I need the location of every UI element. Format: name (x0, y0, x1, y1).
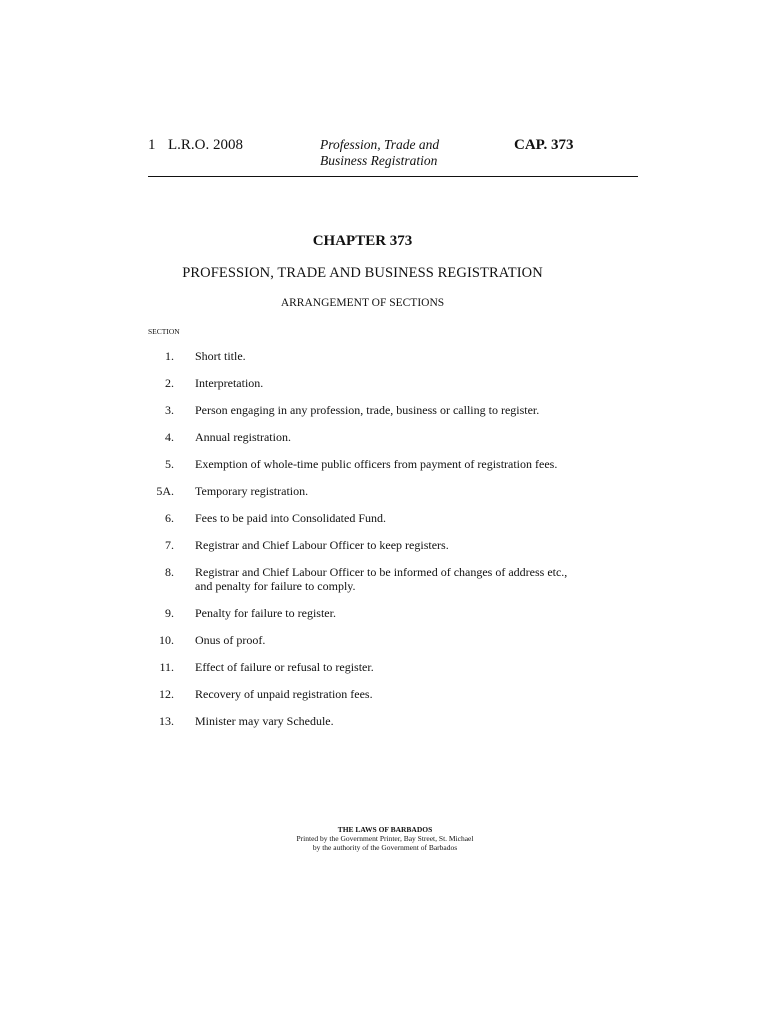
header-rule (148, 176, 638, 177)
section-title: Short title. (195, 349, 246, 363)
section-number: 5A. (156, 484, 174, 498)
section-entry (148, 430, 588, 444)
section-title: Registrar and Chief Labour Officer to be informed of changes of address etc., and penalty for failure to comply. (195, 565, 568, 593)
section-title: Interpretation. (195, 376, 264, 390)
cap-number: CAP. 373 (514, 137, 574, 153)
section-entry (148, 565, 588, 593)
section-entry (148, 633, 588, 647)
section-title: Onus of proof. (195, 633, 266, 647)
section-entry (148, 606, 588, 620)
section-entry (148, 660, 588, 674)
section-title: Penalty for failure to register. (195, 606, 336, 620)
section-number: 13. (159, 714, 174, 728)
section-entry (148, 349, 588, 363)
section-entry (148, 714, 588, 728)
section-entry (148, 376, 588, 390)
running-title-line1: Profession, Trade and (320, 137, 440, 152)
section-title: Recovery of unpaid registration fees. (195, 687, 373, 701)
section-title: Person engaging in any profession, trade, business or calling to register. (195, 403, 540, 417)
footer-line2: by the authority of the Government of Barbados (312, 843, 458, 852)
section-number: 3. (165, 403, 174, 417)
header-left (148, 137, 243, 154)
section-number: 11. (159, 660, 174, 674)
footer-line1: Printed by the Government Printer, Bay Street, St. Michael (296, 834, 474, 843)
section-number: 10. (159, 633, 174, 647)
section-title: Effect of failure or refusal to register. (195, 660, 374, 674)
act-title: PROFESSION, TRADE AND BUSINESS REGISTRATION (182, 265, 543, 281)
revision-label: L.R.O. 2008 (168, 137, 243, 153)
section-column-label: SECTION (148, 327, 180, 336)
section-number: 6. (165, 511, 174, 525)
section-entry (148, 538, 588, 552)
footer-title: THE LAWS OF BARBADOS (337, 825, 433, 834)
section-title: Minister may vary Schedule. (195, 714, 334, 728)
section-number: 9. (165, 606, 174, 620)
section-entry (148, 457, 588, 471)
chapter-heading: CHAPTER 373 (312, 233, 413, 249)
section-number: 5. (165, 457, 174, 471)
running-title-line2: Business Registration (320, 153, 438, 168)
section-number: 12. (159, 687, 174, 701)
section-title: Registrar and Chief Labour Officer to keep registers. (195, 538, 449, 552)
section-number: 1. (165, 349, 174, 363)
section-entry (148, 484, 588, 498)
running-title (320, 137, 439, 169)
section-title: Temporary registration. (195, 484, 309, 498)
section-title: Exemption of whole-time public officers from payment of registration fees. (195, 457, 558, 471)
sections-list (148, 349, 588, 728)
section-number: 4. (165, 430, 174, 444)
section-entry (148, 687, 588, 701)
section-number: 8. (165, 565, 174, 579)
arrangement-heading: ARRANGEMENT OF SECTIONS (280, 297, 445, 309)
section-number: 7. (165, 538, 174, 552)
section-entry (148, 511, 588, 525)
page-number: 1 (148, 137, 156, 153)
page-footer (0, 825, 770, 852)
section-title: Annual registration. (195, 430, 291, 444)
section-title: Fees to be paid into Consolidated Fund. (195, 511, 386, 525)
section-number: 2. (165, 376, 174, 390)
section-entry (148, 403, 588, 417)
